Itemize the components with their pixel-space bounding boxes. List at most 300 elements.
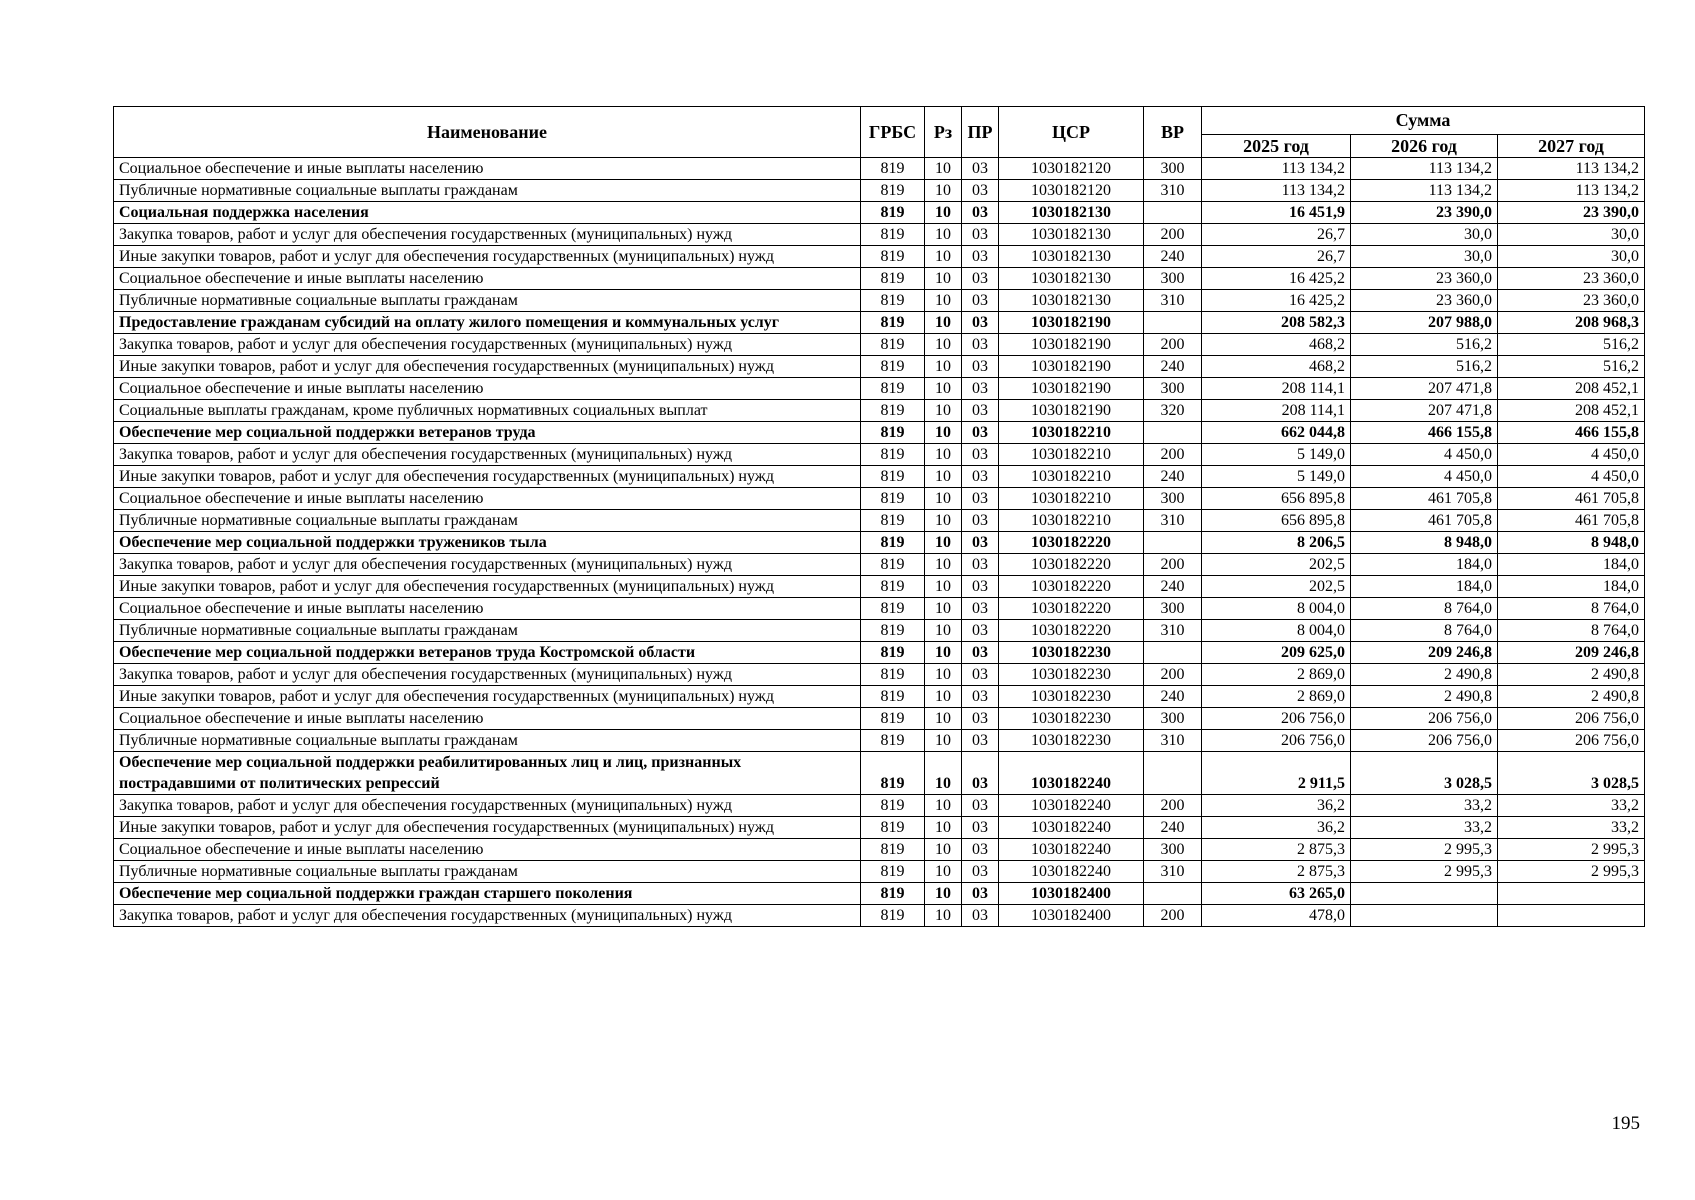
cell-rz: 10 <box>925 202 962 224</box>
cell-rz: 10 <box>925 378 962 400</box>
table-row <box>114 883 1645 905</box>
cell-y2025: 8 004,0 <box>1202 620 1351 642</box>
cell-y2026: 113 134,2 <box>1351 180 1498 202</box>
cell-csr: 1030182210 <box>999 488 1144 510</box>
table-row <box>114 378 1645 400</box>
table-row <box>114 488 1645 510</box>
cell-name: Закупка товаров, работ и услуг для обеспечения государственных (муниципальных) нужд <box>114 664 861 686</box>
cell-y2026: 4 450,0 <box>1351 466 1498 488</box>
cell-y2025: 656 895,8 <box>1202 510 1351 532</box>
cell-rz: 10 <box>925 708 962 730</box>
cell-vr: 300 <box>1144 708 1202 730</box>
cell-name: Социальные выплаты гражданам, кроме публичных нормативных социальных выплат <box>114 400 861 422</box>
cell-name: Публичные нормативные социальные выплаты гражданам <box>114 510 861 532</box>
header-year-2027: 2027 год <box>1498 135 1645 158</box>
cell-grbs: 819 <box>861 224 925 246</box>
cell-name: Иные закупки товаров, работ и услуг для обеспечения государственных (муниципальных) нужд <box>114 246 861 268</box>
cell-rz: 10 <box>925 576 962 598</box>
cell-y2027: 461 705,8 <box>1498 510 1645 532</box>
cell-vr: 200 <box>1144 444 1202 466</box>
header-sum: Сумма <box>1202 107 1645 135</box>
cell-grbs: 819 <box>861 488 925 510</box>
cell-y2026: 8 948,0 <box>1351 532 1498 554</box>
cell-vr: 240 <box>1144 356 1202 378</box>
table-header <box>114 107 1645 158</box>
cell-grbs: 819 <box>861 905 925 927</box>
cell-rz: 10 <box>925 246 962 268</box>
cell-grbs: 819 <box>861 620 925 642</box>
cell-rz: 10 <box>925 444 962 466</box>
cell-grbs: 819 <box>861 180 925 202</box>
cell-vr <box>1144 883 1202 905</box>
cell-y2026: 8 764,0 <box>1351 620 1498 642</box>
cell-grbs: 819 <box>861 554 925 576</box>
cell-y2025: 2 875,3 <box>1202 861 1351 883</box>
cell-vr: 240 <box>1144 466 1202 488</box>
cell-y2026: 207 471,8 <box>1351 378 1498 400</box>
cell-y2026: 466 155,8 <box>1351 422 1498 444</box>
cell-y2025: 26,7 <box>1202 246 1351 268</box>
cell-y2026: 2 490,8 <box>1351 664 1498 686</box>
header-year-2026: 2026 год <box>1351 135 1498 158</box>
cell-y2025: 63 265,0 <box>1202 883 1351 905</box>
table-row <box>114 466 1645 488</box>
cell-pr: 03 <box>962 180 999 202</box>
cell-csr: 1030182220 <box>999 554 1144 576</box>
cell-vr: 310 <box>1144 730 1202 752</box>
cell-name: Закупка товаров, работ и услуг для обеспечения государственных (муниципальных) нужд <box>114 554 861 576</box>
table-row <box>114 861 1645 883</box>
cell-y2027: 184,0 <box>1498 554 1645 576</box>
cell-grbs: 819 <box>861 664 925 686</box>
table-row <box>114 422 1645 444</box>
cell-grbs: 819 <box>861 752 925 795</box>
cell-y2025: 16 451,9 <box>1202 202 1351 224</box>
cell-pr: 03 <box>962 795 999 817</box>
cell-name: Социальное обеспечение и иные выплаты населению <box>114 158 861 180</box>
cell-y2025: 5 149,0 <box>1202 444 1351 466</box>
cell-y2027: 23 360,0 <box>1498 268 1645 290</box>
cell-y2026: 23 390,0 <box>1351 202 1498 224</box>
cell-csr: 1030182240 <box>999 752 1144 795</box>
cell-pr: 03 <box>962 861 999 883</box>
cell-name: Публичные нормативные социальные выплаты гражданам <box>114 730 861 752</box>
cell-y2026: 33,2 <box>1351 795 1498 817</box>
cell-y2026 <box>1351 905 1498 927</box>
cell-csr: 1030182120 <box>999 180 1144 202</box>
table-row <box>114 839 1645 861</box>
cell-y2025: 478,0 <box>1202 905 1351 927</box>
cell-rz: 10 <box>925 510 962 532</box>
cell-name: Обеспечение мер социальной поддержки тружеников тыла <box>114 532 861 554</box>
cell-y2026: 184,0 <box>1351 554 1498 576</box>
table-row <box>114 246 1645 268</box>
cell-pr: 03 <box>962 312 999 334</box>
cell-y2027: 30,0 <box>1498 224 1645 246</box>
table-row <box>114 598 1645 620</box>
cell-name: Закупка товаров, работ и услуг для обеспечения государственных (муниципальных) нужд <box>114 334 861 356</box>
cell-y2026: 4 450,0 <box>1351 444 1498 466</box>
cell-y2027: 3 028,5 <box>1498 752 1645 795</box>
cell-pr: 03 <box>962 202 999 224</box>
cell-y2027: 208 452,1 <box>1498 400 1645 422</box>
cell-rz: 10 <box>925 312 962 334</box>
cell-rz: 10 <box>925 268 962 290</box>
cell-y2027 <box>1498 883 1645 905</box>
cell-y2025: 8 206,5 <box>1202 532 1351 554</box>
cell-vr: 310 <box>1144 180 1202 202</box>
cell-pr: 03 <box>962 246 999 268</box>
cell-y2025: 208 114,1 <box>1202 400 1351 422</box>
cell-vr <box>1144 202 1202 224</box>
cell-vr: 200 <box>1144 554 1202 576</box>
cell-vr: 310 <box>1144 620 1202 642</box>
cell-csr: 1030182220 <box>999 620 1144 642</box>
cell-pr: 03 <box>962 158 999 180</box>
cell-pr: 03 <box>962 290 999 312</box>
cell-pr: 03 <box>962 839 999 861</box>
cell-name: Иные закупки товаров, работ и услуг для обеспечения государственных (муниципальных) нужд <box>114 356 861 378</box>
cell-vr: 300 <box>1144 488 1202 510</box>
header-grbs: ГРБС <box>861 107 925 158</box>
cell-vr: 240 <box>1144 576 1202 598</box>
cell-grbs: 819 <box>861 246 925 268</box>
cell-vr: 200 <box>1144 664 1202 686</box>
cell-y2026: 30,0 <box>1351 246 1498 268</box>
cell-pr: 03 <box>962 510 999 532</box>
cell-vr: 200 <box>1144 905 1202 927</box>
header-csr: ЦСР <box>999 107 1144 158</box>
cell-y2027: 23 360,0 <box>1498 290 1645 312</box>
cell-csr: 1030182130 <box>999 268 1144 290</box>
table-row <box>114 817 1645 839</box>
cell-csr: 1030182210 <box>999 444 1144 466</box>
cell-grbs: 819 <box>861 839 925 861</box>
cell-name: Предоставление гражданам субсидий на оплату жилого помещения и коммунальных услуг <box>114 312 861 334</box>
cell-vr: 320 <box>1144 400 1202 422</box>
table-row <box>114 444 1645 466</box>
cell-y2026: 8 764,0 <box>1351 598 1498 620</box>
cell-pr: 03 <box>962 422 999 444</box>
cell-csr: 1030182400 <box>999 883 1144 905</box>
cell-csr: 1030182190 <box>999 334 1144 356</box>
cell-vr: 300 <box>1144 839 1202 861</box>
cell-y2027: 516,2 <box>1498 334 1645 356</box>
cell-csr: 1030182210 <box>999 510 1144 532</box>
cell-grbs: 819 <box>861 290 925 312</box>
cell-y2027: 461 705,8 <box>1498 488 1645 510</box>
cell-pr: 03 <box>962 488 999 510</box>
cell-y2026: 113 134,2 <box>1351 158 1498 180</box>
cell-y2026: 33,2 <box>1351 817 1498 839</box>
cell-y2026: 23 360,0 <box>1351 290 1498 312</box>
table-row <box>114 708 1645 730</box>
cell-csr: 1030182230 <box>999 642 1144 664</box>
cell-name: Закупка товаров, работ и услуг для обеспечения государственных (муниципальных) нужд <box>114 444 861 466</box>
cell-y2025: 113 134,2 <box>1202 180 1351 202</box>
cell-y2025: 662 044,8 <box>1202 422 1351 444</box>
table-body <box>114 158 1645 927</box>
cell-y2027: 113 134,2 <box>1498 180 1645 202</box>
cell-grbs: 819 <box>861 202 925 224</box>
cell-pr: 03 <box>962 224 999 246</box>
cell-csr: 1030182230 <box>999 664 1144 686</box>
cell-grbs: 819 <box>861 686 925 708</box>
cell-pr: 03 <box>962 730 999 752</box>
table-row <box>114 620 1645 642</box>
cell-pr: 03 <box>962 686 999 708</box>
cell-name: Обеспечение мер социальной поддержки граждан старшего поколения <box>114 883 861 905</box>
cell-y2027: 33,2 <box>1498 817 1645 839</box>
cell-pr: 03 <box>962 708 999 730</box>
cell-name: Социальное обеспечение и иные выплаты населению <box>114 839 861 861</box>
cell-y2026: 184,0 <box>1351 576 1498 598</box>
cell-name: Обеспечение мер социальной поддержки реабилитированных лиц и лиц, признанных пострадавшими от политических репрессий <box>114 752 861 795</box>
cell-pr: 03 <box>962 466 999 488</box>
cell-y2026: 209 246,8 <box>1351 642 1498 664</box>
cell-csr: 1030182190 <box>999 356 1144 378</box>
cell-grbs: 819 <box>861 576 925 598</box>
cell-y2026: 207 988,0 <box>1351 312 1498 334</box>
cell-name: Публичные нормативные социальные выплаты гражданам <box>114 180 861 202</box>
cell-y2025: 468,2 <box>1202 334 1351 356</box>
cell-y2027: 2 995,3 <box>1498 861 1645 883</box>
cell-y2026: 2 995,3 <box>1351 861 1498 883</box>
cell-csr: 1030182400 <box>999 905 1144 927</box>
cell-grbs: 819 <box>861 334 925 356</box>
cell-y2025: 2 911,5 <box>1202 752 1351 795</box>
cell-y2025: 16 425,2 <box>1202 268 1351 290</box>
cell-csr: 1030182240 <box>999 817 1144 839</box>
cell-y2027: 23 390,0 <box>1498 202 1645 224</box>
cell-y2025: 208 582,3 <box>1202 312 1351 334</box>
cell-grbs: 819 <box>861 312 925 334</box>
table-row <box>114 664 1645 686</box>
cell-csr: 1030182230 <box>999 708 1144 730</box>
cell-pr: 03 <box>962 817 999 839</box>
cell-name: Социальное обеспечение и иные выплаты населению <box>114 598 861 620</box>
cell-y2026: 461 705,8 <box>1351 510 1498 532</box>
table-row <box>114 356 1645 378</box>
cell-rz: 10 <box>925 664 962 686</box>
cell-y2027: 206 756,0 <box>1498 708 1645 730</box>
cell-rz: 10 <box>925 883 962 905</box>
cell-y2027: 209 246,8 <box>1498 642 1645 664</box>
cell-rz: 10 <box>925 686 962 708</box>
cell-csr: 1030182220 <box>999 532 1144 554</box>
table-row <box>114 268 1645 290</box>
cell-csr: 1030182130 <box>999 224 1144 246</box>
cell-name: Публичные нормативные социальные выплаты гражданам <box>114 861 861 883</box>
cell-csr: 1030182240 <box>999 839 1144 861</box>
cell-vr <box>1144 422 1202 444</box>
cell-y2025: 26,7 <box>1202 224 1351 246</box>
cell-y2027: 516,2 <box>1498 356 1645 378</box>
cell-rz: 10 <box>925 532 962 554</box>
cell-y2025: 202,5 <box>1202 554 1351 576</box>
cell-y2025: 202,5 <box>1202 576 1351 598</box>
cell-rz: 10 <box>925 422 962 444</box>
cell-rz: 10 <box>925 839 962 861</box>
cell-rz: 10 <box>925 488 962 510</box>
cell-vr: 310 <box>1144 290 1202 312</box>
cell-csr: 1030182220 <box>999 598 1144 620</box>
cell-name: Иные закупки товаров, работ и услуг для обеспечения государственных (муниципальных) нужд <box>114 576 861 598</box>
cell-pr: 03 <box>962 664 999 686</box>
cell-name: Публичные нормативные социальные выплаты гражданам <box>114 290 861 312</box>
cell-rz: 10 <box>925 554 962 576</box>
table-row <box>114 510 1645 532</box>
cell-pr: 03 <box>962 642 999 664</box>
cell-csr: 1030182120 <box>999 158 1144 180</box>
cell-name: Социальная поддержка населения <box>114 202 861 224</box>
cell-y2026: 2 995,3 <box>1351 839 1498 861</box>
cell-rz: 10 <box>925 598 962 620</box>
cell-y2025: 16 425,2 <box>1202 290 1351 312</box>
cell-grbs: 819 <box>861 400 925 422</box>
table-row <box>114 576 1645 598</box>
cell-csr: 1030182240 <box>999 861 1144 883</box>
cell-name: Иные закупки товаров, работ и услуг для обеспечения государственных (муниципальных) нужд <box>114 466 861 488</box>
cell-name: Обеспечение мер социальной поддержки ветеранов труда Костромской области <box>114 642 861 664</box>
cell-y2027: 208 452,1 <box>1498 378 1645 400</box>
cell-csr: 1030182190 <box>999 400 1144 422</box>
cell-y2027: 30,0 <box>1498 246 1645 268</box>
cell-rz: 10 <box>925 861 962 883</box>
cell-rz: 10 <box>925 730 962 752</box>
table-row <box>114 224 1645 246</box>
cell-grbs: 819 <box>861 708 925 730</box>
cell-vr: 300 <box>1144 378 1202 400</box>
cell-pr: 03 <box>962 554 999 576</box>
cell-grbs: 819 <box>861 378 925 400</box>
cell-vr: 200 <box>1144 795 1202 817</box>
cell-name: Иные закупки товаров, работ и услуг для обеспечения государственных (муниципальных) нужд <box>114 686 861 708</box>
table-row <box>114 686 1645 708</box>
table-row <box>114 334 1645 356</box>
cell-y2025: 468,2 <box>1202 356 1351 378</box>
cell-name: Социальное обеспечение и иные выплаты населению <box>114 488 861 510</box>
cell-pr: 03 <box>962 356 999 378</box>
cell-y2027: 113 134,2 <box>1498 158 1645 180</box>
cell-grbs: 819 <box>861 817 925 839</box>
cell-y2025: 2 869,0 <box>1202 664 1351 686</box>
cell-y2027: 206 756,0 <box>1498 730 1645 752</box>
cell-vr: 240 <box>1144 686 1202 708</box>
table-row <box>114 180 1645 202</box>
cell-csr: 1030182130 <box>999 290 1144 312</box>
cell-rz: 10 <box>925 334 962 356</box>
cell-rz: 10 <box>925 290 962 312</box>
cell-y2027: 4 450,0 <box>1498 444 1645 466</box>
cell-y2025: 206 756,0 <box>1202 730 1351 752</box>
table-row <box>114 532 1645 554</box>
cell-y2026: 30,0 <box>1351 224 1498 246</box>
cell-csr: 1030182230 <box>999 730 1144 752</box>
cell-vr: 310 <box>1144 510 1202 532</box>
budget-table <box>113 106 1645 927</box>
cell-y2025: 2 869,0 <box>1202 686 1351 708</box>
table-row <box>114 554 1645 576</box>
cell-grbs: 819 <box>861 510 925 532</box>
table-row <box>114 290 1645 312</box>
cell-y2026: 516,2 <box>1351 356 1498 378</box>
cell-grbs: 819 <box>861 861 925 883</box>
cell-y2027: 208 968,3 <box>1498 312 1645 334</box>
cell-pr: 03 <box>962 752 999 795</box>
cell-grbs: 819 <box>861 598 925 620</box>
header-pr: ПР <box>962 107 999 158</box>
cell-name: Обеспечение мер социальной поддержки ветеранов труда <box>114 422 861 444</box>
cell-y2025: 36,2 <box>1202 795 1351 817</box>
cell-y2025: 206 756,0 <box>1202 708 1351 730</box>
cell-vr <box>1144 752 1202 795</box>
cell-y2027: 2 490,8 <box>1498 686 1645 708</box>
cell-name: Социальное обеспечение и иные выплаты населению <box>114 268 861 290</box>
cell-grbs: 819 <box>861 158 925 180</box>
cell-name: Закупка товаров, работ и услуг для обеспечения государственных (муниципальных) нужд <box>114 795 861 817</box>
cell-vr <box>1144 532 1202 554</box>
table-row <box>114 400 1645 422</box>
cell-rz: 10 <box>925 356 962 378</box>
cell-vr: 300 <box>1144 158 1202 180</box>
cell-csr: 1030182210 <box>999 422 1144 444</box>
header-year-2025: 2025 год <box>1202 135 1351 158</box>
cell-csr: 1030182190 <box>999 378 1144 400</box>
cell-grbs: 819 <box>861 532 925 554</box>
cell-y2026: 207 471,8 <box>1351 400 1498 422</box>
cell-csr: 1030182210 <box>999 466 1144 488</box>
header-name: Наименование <box>114 107 861 158</box>
cell-pr: 03 <box>962 576 999 598</box>
cell-grbs: 819 <box>861 268 925 290</box>
cell-name: Социальное обеспечение и иные выплаты населению <box>114 378 861 400</box>
table-row <box>114 905 1645 927</box>
cell-y2027: 33,2 <box>1498 795 1645 817</box>
cell-y2027: 2 995,3 <box>1498 839 1645 861</box>
cell-csr: 1030182230 <box>999 686 1144 708</box>
cell-grbs: 819 <box>861 795 925 817</box>
cell-grbs: 819 <box>861 883 925 905</box>
cell-pr: 03 <box>962 532 999 554</box>
cell-pr: 03 <box>962 905 999 927</box>
cell-y2025: 209 625,0 <box>1202 642 1351 664</box>
cell-rz: 10 <box>925 400 962 422</box>
cell-grbs: 819 <box>861 642 925 664</box>
cell-y2026: 3 028,5 <box>1351 752 1498 795</box>
header-vr: ВР <box>1144 107 1202 158</box>
cell-y2027: 2 490,8 <box>1498 664 1645 686</box>
cell-rz: 10 <box>925 158 962 180</box>
table-row <box>114 795 1645 817</box>
cell-y2027 <box>1498 905 1645 927</box>
cell-name: Публичные нормативные социальные выплаты гражданам <box>114 620 861 642</box>
table-row <box>114 158 1645 180</box>
cell-csr: 1030182240 <box>999 795 1144 817</box>
cell-pr: 03 <box>962 883 999 905</box>
cell-vr <box>1144 642 1202 664</box>
cell-y2026: 206 756,0 <box>1351 730 1498 752</box>
cell-vr: 240 <box>1144 817 1202 839</box>
cell-vr: 240 <box>1144 246 1202 268</box>
cell-pr: 03 <box>962 268 999 290</box>
cell-rz: 10 <box>925 642 962 664</box>
cell-y2026: 23 360,0 <box>1351 268 1498 290</box>
cell-name: Закупка товаров, работ и услуг для обеспечения государственных (муниципальных) нужд <box>114 224 861 246</box>
cell-y2026: 516,2 <box>1351 334 1498 356</box>
cell-vr: 300 <box>1144 268 1202 290</box>
cell-y2025: 36,2 <box>1202 817 1351 839</box>
